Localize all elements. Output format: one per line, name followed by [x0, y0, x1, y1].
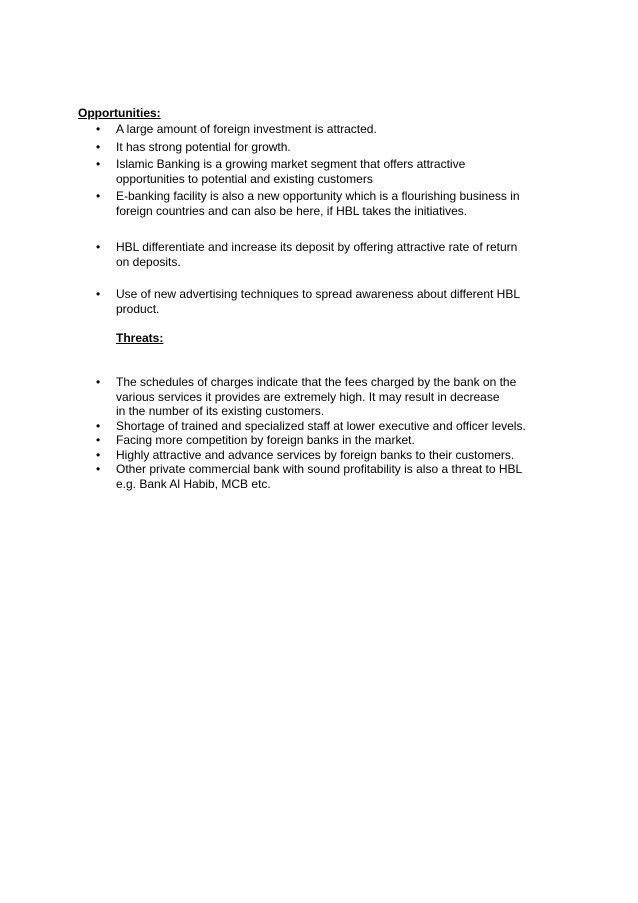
list-item: [0, 448, 566, 463]
list-item-text: Highly attractive and advance services by foreign banks to their customers.: [116, 447, 515, 462]
bullet-icon: •: [96, 418, 101, 433]
list-item: [0, 157, 566, 186]
list-item-text: various services it provides are extremely high. It may result in decrease: [116, 389, 500, 404]
list-item-text: The schedules of charges indicate that the fees charged by the bank on the: [116, 375, 517, 389]
list-item-text: E-banking facility is also a new opportunity which is a flourishing business in: [116, 189, 520, 203]
bullet-icon: •: [96, 157, 101, 171]
list-item: [0, 433, 566, 448]
bullet-icon: •: [96, 433, 101, 447]
list-item-text: Other private commercial bank with sound profitability is also a threat to HBL: [116, 462, 523, 476]
list-item: [0, 189, 566, 218]
list-item-text: A large amount of foreign investment is attracted.: [116, 122, 377, 136]
list-item: [0, 462, 566, 491]
list-item: [0, 240, 566, 269]
bullet-icon: •: [96, 462, 101, 476]
list-item-text: Facing more competition by foreign banks in the market.: [116, 433, 415, 447]
bullet-icon: •: [96, 447, 101, 462]
list-item: [0, 419, 566, 434]
bullet-icon: •: [96, 240, 101, 254]
opportunities-heading: Opportunities:: [78, 106, 161, 120]
list-item-text: e.g. Bank Al Habib, MCB etc.: [116, 476, 271, 491]
list-item-text: in the number of its existing customers.: [116, 404, 325, 418]
list-item-text: Shortage of trained and specialized staff at lower executive and officer levels.: [116, 418, 526, 433]
list-item: [0, 122, 566, 137]
opportunities-list: [0, 122, 638, 218]
list-item-text: on deposits.: [116, 254, 181, 269]
list-item-text: Islamic Banking is a growing market segment that offers attractive: [116, 157, 466, 171]
bullet-icon: •: [96, 287, 101, 301]
bullet-icon: •: [96, 189, 101, 203]
list-item-text: It has strong potential for growth.: [116, 139, 291, 154]
list-item-text: HBL differentiate and increase its deposit by offering attractive rate of return: [116, 240, 518, 254]
bullet-icon: •: [96, 139, 101, 154]
list-item: [0, 140, 566, 155]
list-item-text: opportunities to potential and existing customers: [116, 171, 373, 186]
list-item-text: Use of new advertising techniques to spread awareness about different HBL: [116, 287, 521, 301]
threats-heading: Threats:: [116, 331, 164, 345]
opportunities-list-continued: [0, 240, 638, 269]
threats-list: [0, 375, 638, 491]
bullet-icon: •: [96, 122, 101, 136]
list-item-text: foreign countries and can also be here, if HBL takes the initiatives.: [116, 203, 468, 218]
opportunities-list-continued: [0, 287, 638, 316]
list-item: [0, 287, 566, 316]
list-item-text: product.: [116, 301, 160, 316]
list-item: [0, 375, 566, 419]
bullet-icon: •: [96, 375, 101, 389]
